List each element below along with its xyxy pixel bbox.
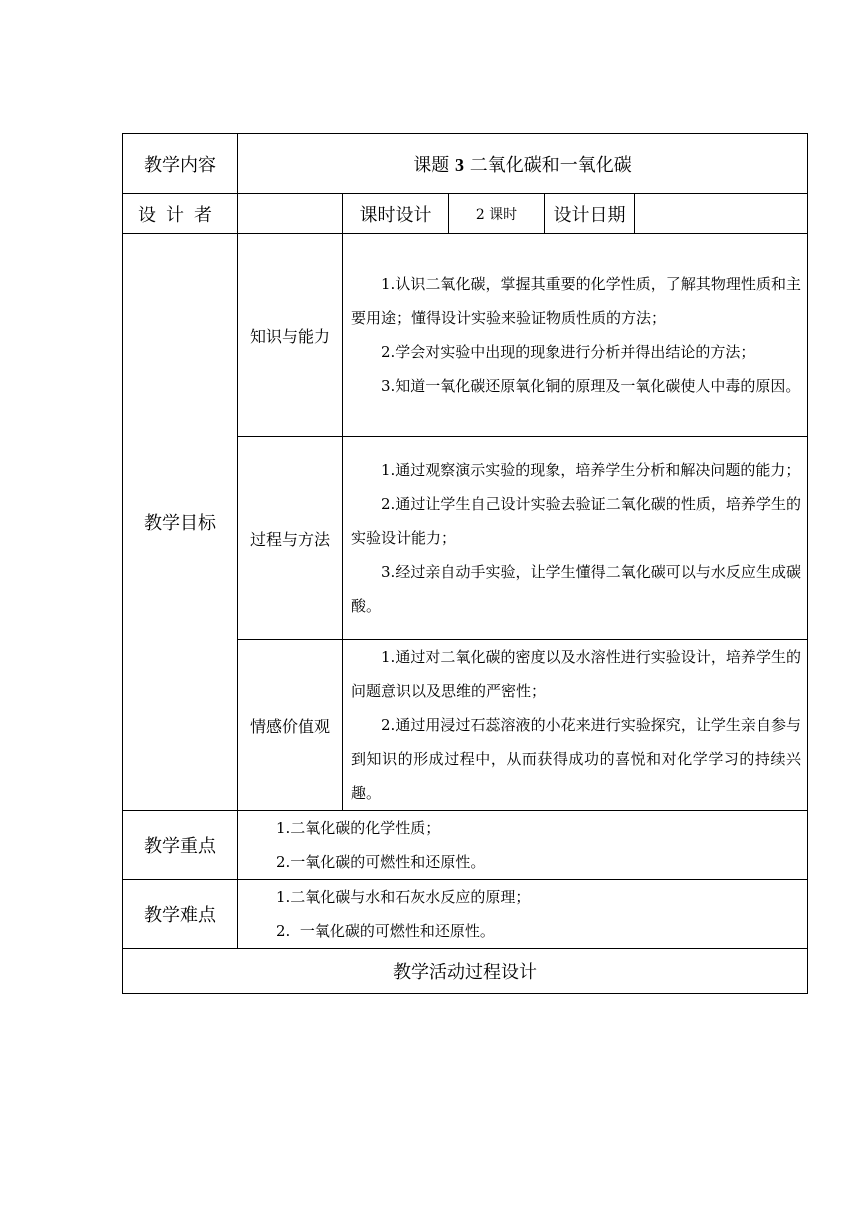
objective-paragraph: 1.通过观察演示实验的现象，培养学生分析和解决问题的能力； (381, 461, 801, 479)
designer-label: 设计者 (123, 194, 238, 234)
objective-section-label: 知识与能力 (238, 234, 343, 437)
lesson-plan-table (122, 133, 808, 994)
list-item: 2. 一氧化碳的可燃性和还原性。 (276, 922, 495, 940)
content-label: 教学内容 (123, 134, 238, 194)
objective-paragraph: 2.通过用浸过石蕊溶液的小花来进行实验探究，让学生亲自参与到知识的形成过程中，从而获得成功的喜悦和对化学学习的持续兴趣。 (351, 716, 802, 802)
title-prefix: 课题 (413, 154, 450, 176)
list-item: 1.二氧化碳与水和石灰水反应的原理； (276, 888, 531, 906)
period-label: 课时设计 (343, 194, 449, 234)
objective-section-label: 过程与方法 (238, 437, 343, 640)
objective-paragraph: 3.知道一氧化碳还原氧化铜的原理及一氧化碳使人中毒的原因。 (381, 377, 801, 395)
period-value: 2 课时 (449, 194, 545, 234)
list-item: 1.二氧化碳的化学性质； (276, 819, 441, 837)
title-main: 二氧化碳和一氧化碳 (469, 154, 632, 176)
difficulties-label: 教学难点 (123, 880, 238, 949)
key-points-label: 教学重点 (123, 811, 238, 880)
difficulties-content (238, 880, 808, 949)
objective-paragraph: 3.经过亲自动手实验，让学生懂得二氧化碳可以与水反应生成碳酸。 (351, 563, 802, 615)
objective-paragraph: 2.学会对实验中出现的现象进行分析并得出结论的方法； (381, 343, 756, 361)
activity-row (123, 949, 808, 994)
title-number: 3 (455, 154, 464, 175)
objective-section-content (343, 437, 808, 640)
date-label: 设计日期 (545, 194, 635, 234)
objective-section-content (343, 640, 808, 811)
objective-paragraph: 2.通过让学生自己设计实验去验证二氧化碳的性质，培养学生的实验设计能力； (351, 495, 802, 547)
key-points-content (238, 811, 808, 880)
key-points-row (123, 811, 808, 880)
lesson-title (238, 134, 808, 194)
activity-design-heading: 教学活动过程设计 (123, 949, 808, 994)
objective-paragraph: 1.认识二氧化碳，掌握其重要的化学性质，了解其物理性质和主要用途；懂得设计实验来验证物质性质的方法； (351, 275, 802, 327)
date-value (635, 194, 808, 234)
objective-paragraph: 1.通过对二氧化碳的密度以及水溶性进行实验设计，培养学生的问题意识以及思维的严密性； (351, 648, 802, 700)
objectives-label: 教学目标 (123, 234, 238, 811)
list-item: 2.一氧化碳的可燃性和还原性。 (276, 853, 486, 871)
objective-section-content (343, 234, 808, 437)
difficulties-row (123, 880, 808, 949)
designer-value (238, 194, 343, 234)
objective-row-knowledge (123, 234, 808, 437)
designer-row (123, 194, 808, 234)
objective-section-label: 情感价值观 (238, 640, 343, 811)
content-row (123, 134, 808, 194)
